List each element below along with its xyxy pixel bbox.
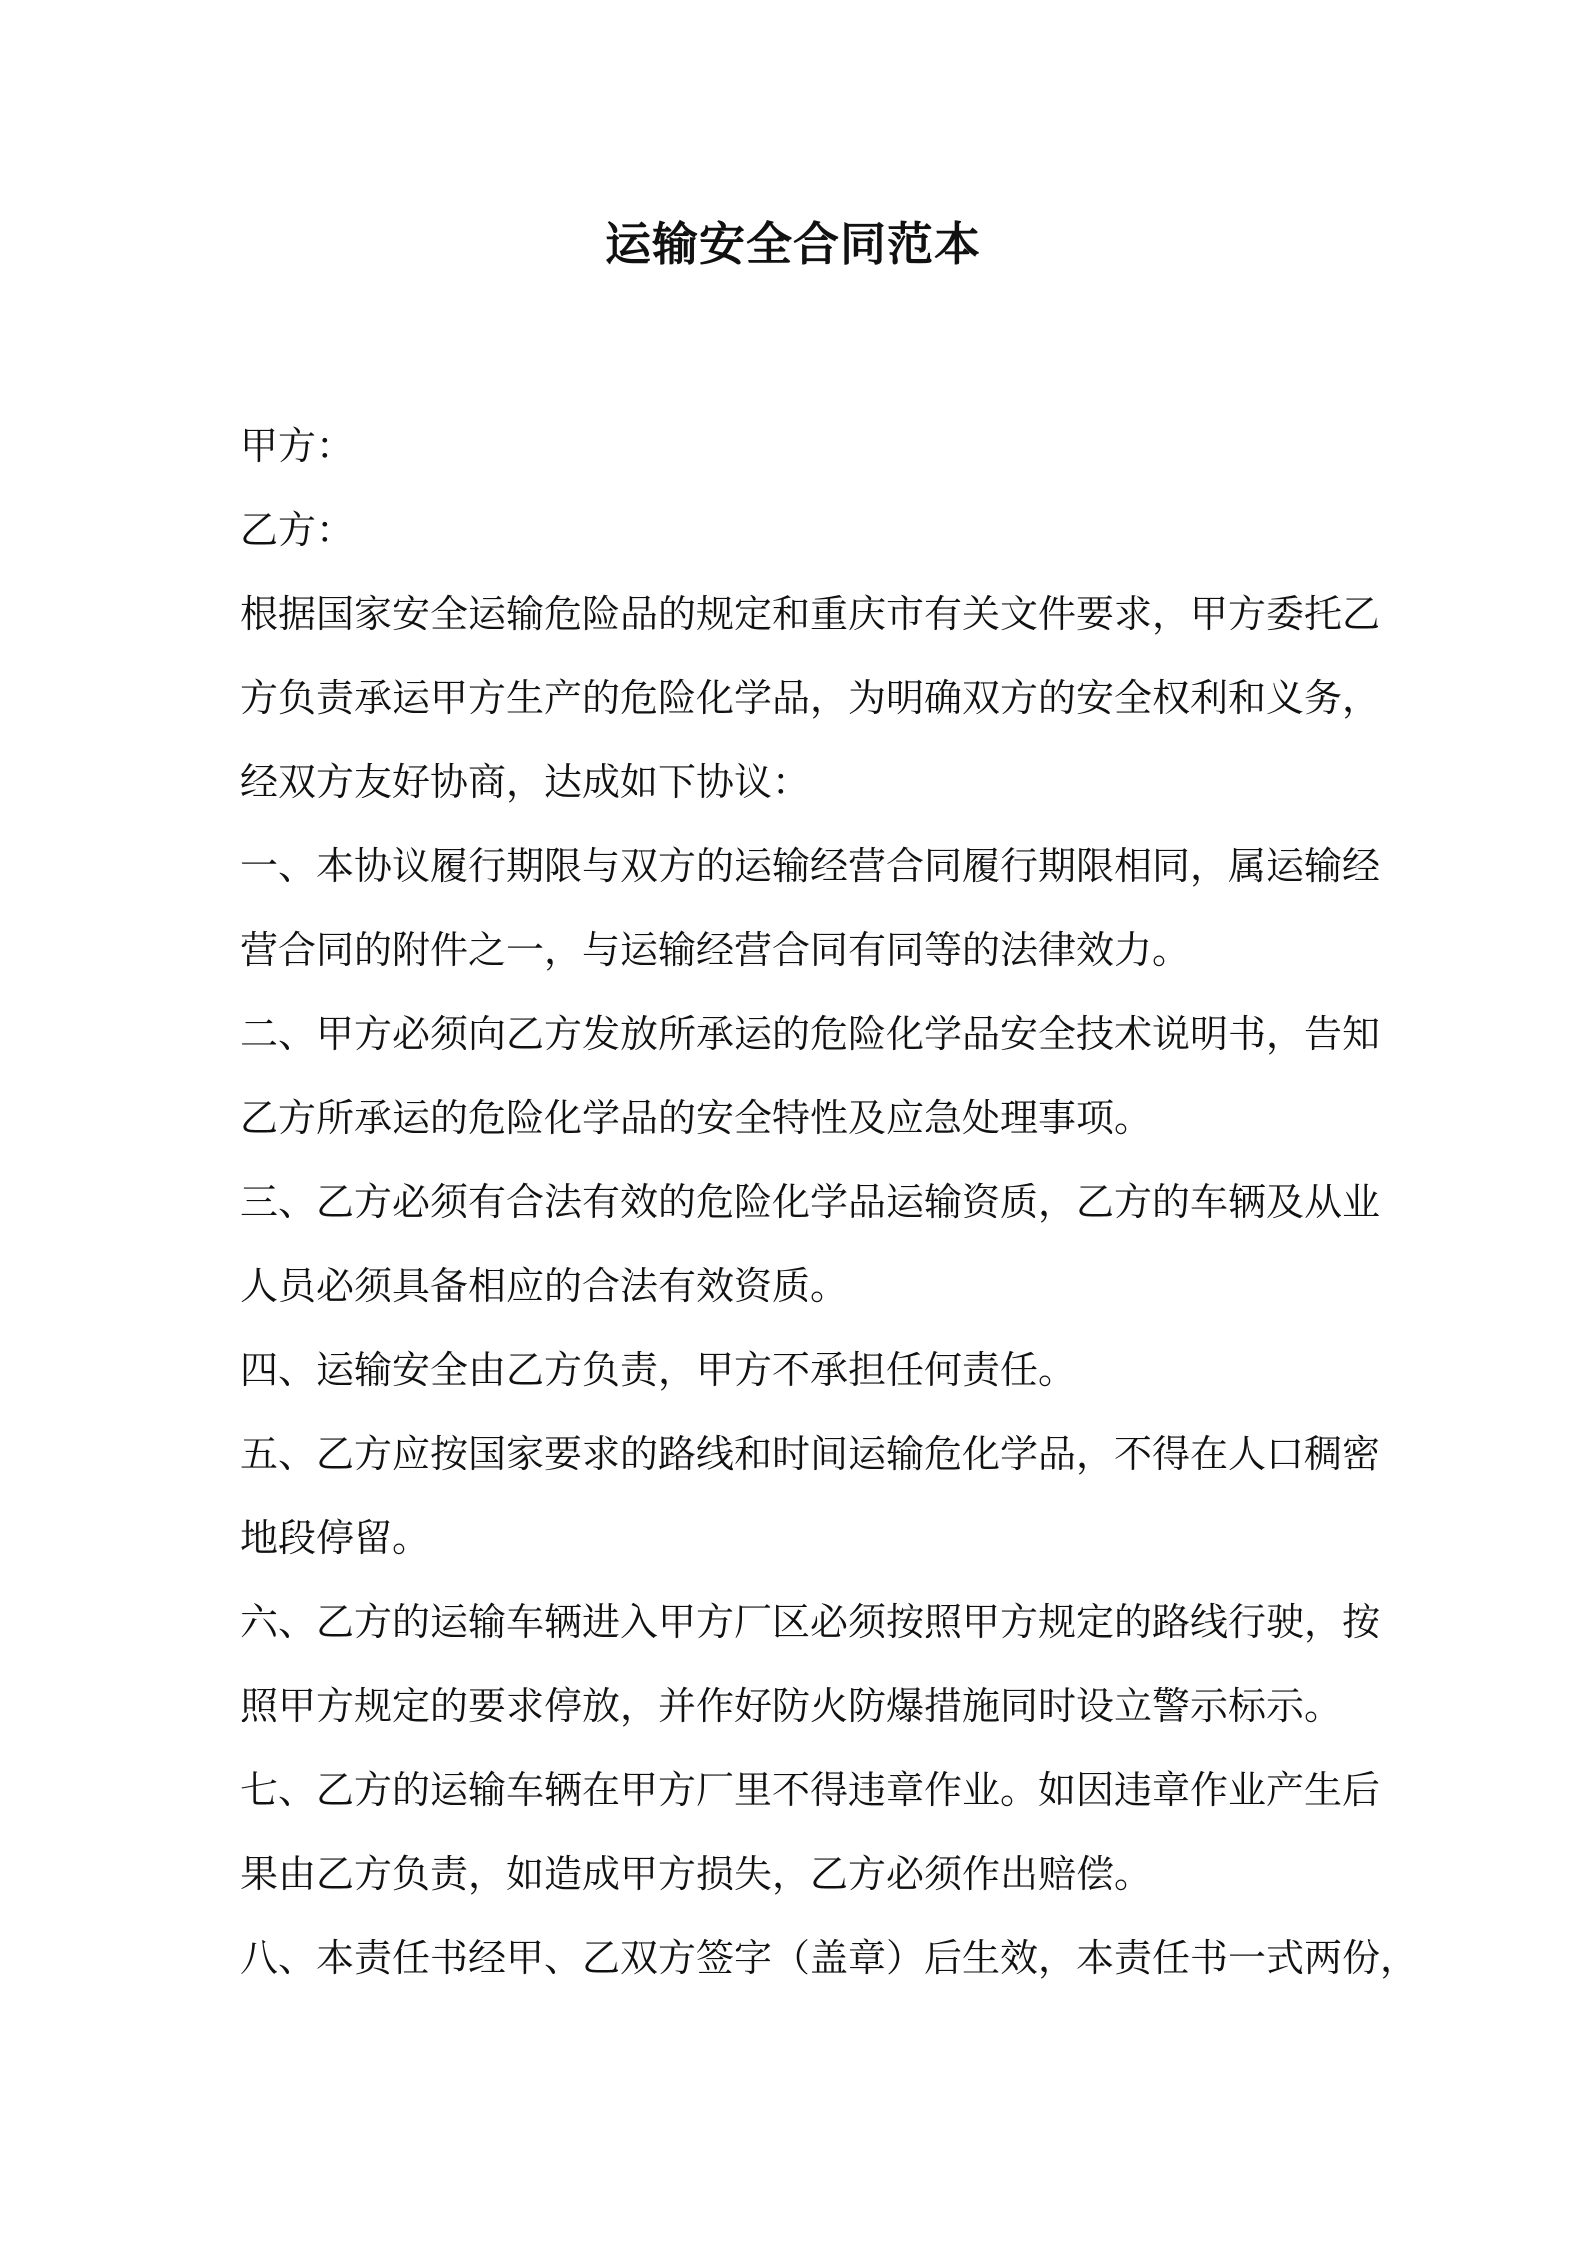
paragraph-clause-3 <box>240 1160 1381 1328</box>
paragraph-line: 二、甲方必须向乙方发放所承运的危险化学品安全技术说明书，告知 <box>240 1012 1381 1056</box>
paragraph-clause-1 <box>240 824 1381 992</box>
paragraph-clause-6 <box>240 1580 1381 1748</box>
paragraph-line: 营合同的附件之一，与运输经营合同有同等的法律效力。 <box>240 928 1191 972</box>
paragraph-line: 乙方所承运的危险化学品的安全特性及应急处理事项。 <box>240 1096 1153 1140</box>
party-b-label: 乙方： <box>240 508 355 552</box>
party-a-label: 甲方： <box>240 424 355 468</box>
paragraph-line: 五、乙方应按国家要求的路线和时间运输危化学品，不得在人口稠密 <box>240 1432 1381 1476</box>
paragraph-clause-7 <box>240 1748 1381 1916</box>
paragraph-line: 地段停留。 <box>240 1516 431 1560</box>
document-title: 运输安全合同范本 <box>605 217 981 271</box>
paragraph-line: 根据国家安全运输危险品的规定和重庆市有关文件要求，甲方委托乙 <box>240 592 1381 636</box>
paragraph-clause-5 <box>240 1412 1381 1580</box>
paragraph-line: 八、本责任书经甲、乙双方签字（盖章）后生效，本责任书一式两份， <box>240 1936 1419 1980</box>
paragraph-clause-2 <box>240 992 1381 1160</box>
paragraph-line: 人员必须具备相应的合法有效资质。 <box>240 1264 849 1308</box>
paragraph-line: 经双方友好协商，达成如下协议： <box>240 760 811 804</box>
paragraph-clause-4 <box>240 1328 1360 1412</box>
paragraph-line: 方负责承运甲方生产的危险化学品，为明确双方的安全权利和义务， <box>240 676 1381 720</box>
paragraph-line: 四、运输安全由乙方负责，甲方不承担任何责任。 <box>240 1348 1077 1392</box>
paragraph-clause-8 <box>240 1916 1419 2000</box>
paragraph-line: 一、本协议履行期限与双方的运输经营合同履行期限相同，属运输经 <box>240 844 1381 888</box>
document-body <box>240 404 1419 2000</box>
paragraph-line: 七、乙方的运输车辆在甲方厂里不得违章作业。如因违章作业产生后 <box>240 1768 1381 1812</box>
paragraph-line: 果由乙方负责，如造成甲方损失，乙方必须作出赔偿。 <box>240 1852 1153 1896</box>
paragraph-line: 照甲方规定的要求停放，并作好防火防爆措施同时设立警示标示。 <box>240 1684 1343 1728</box>
paragraph-preamble <box>240 572 1381 824</box>
paragraph-line: 六、乙方的运输车辆进入甲方厂区必须按照甲方规定的路线行驶，按 <box>240 1600 1381 1644</box>
paragraph-line: 三、乙方必须有合法有效的危险化学品运输资质，乙方的车辆及从业 <box>240 1180 1381 1224</box>
